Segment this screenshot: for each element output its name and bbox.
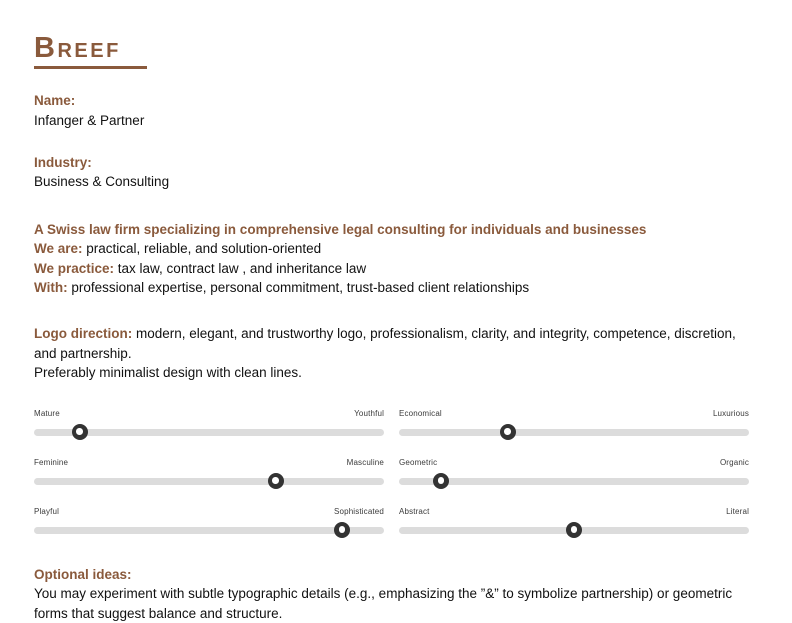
slider-abstract-literal-thumb[interactable]	[566, 522, 582, 538]
slider-economical-luxurious-thumb[interactable]	[500, 424, 516, 440]
slider-mature-youthful-thumb[interactable]	[72, 424, 88, 440]
descriptor-headline: A Swiss law firm specializing in comprehensive legal consulting for individuals and businesses	[34, 221, 647, 237]
logo-direction-text: modern, elegant, and trustworthy logo, professionalism, clarity, and integrity, competence, discretion, and partnership.	[34, 325, 736, 361]
slider-abstract-literal-labels	[399, 507, 749, 516]
slider-column-left	[34, 409, 384, 538]
slider-playful-sophisticated-thumb[interactable]	[334, 522, 350, 538]
logo-direction-lead: Logo direction:	[34, 325, 133, 341]
slider-geometric-organic-left-label: Geometric	[399, 457, 438, 467]
field-name-value: Infanger & Partner	[34, 113, 145, 128]
slider-mature-youthful-left-label: Mature	[34, 408, 60, 418]
field-name	[34, 91, 758, 130]
descriptors-block	[34, 220, 758, 298]
slider-feminine-masculine-left-label: Feminine	[34, 457, 69, 467]
slider-abstract-literal-right-label: Literal	[726, 506, 749, 516]
slider-mature-youthful[interactable]	[34, 409, 384, 440]
slider-feminine-masculine[interactable]	[34, 458, 384, 489]
descriptor-with-lead: With:	[34, 280, 68, 296]
optional-ideas-block	[34, 565, 758, 623]
field-name-label: Name:	[34, 93, 76, 109]
slider-economical-luxurious-track-wrap[interactable]	[399, 424, 749, 440]
descriptor-with	[34, 278, 758, 298]
slider-mature-youthful-right-label: Youthful	[354, 408, 384, 418]
slider-geometric-organic-track[interactable]	[399, 478, 749, 485]
slider-abstract-literal-track-wrap[interactable]	[399, 522, 749, 538]
page-title: Breef	[34, 33, 147, 69]
logo-direction-paragraph	[34, 324, 752, 363]
descriptor-we-are-text: practical, reliable, and solution-oriented	[82, 241, 322, 257]
slider-playful-sophisticated-labels	[34, 507, 384, 516]
slider-abstract-literal-left-label: Abstract	[399, 506, 430, 516]
descriptor-we-practice-text: tax law, contract law , and inheritance law	[114, 260, 367, 276]
field-industry-value: Business & Consulting	[34, 174, 170, 190]
logo-direction-second-line: Preferably minimalist design with clean lines.	[34, 365, 302, 381]
slider-economical-luxurious-track[interactable]	[399, 429, 749, 436]
slider-economical-luxurious-right-label: Luxurious	[712, 408, 749, 418]
slider-economical-luxurious[interactable]	[399, 409, 749, 440]
slider-feminine-masculine-thumb[interactable]	[268, 473, 284, 489]
slider-grid	[34, 409, 758, 538]
optional-ideas-text: You may experiment with subtle typographic details (e.g., emphasizing the ”&” to symbolize partnership) or geometric forms that suggest balance and structure.	[34, 586, 733, 621]
slider-geometric-organic[interactable]	[399, 458, 749, 489]
slider-feminine-masculine-track-wrap[interactable]	[34, 473, 384, 489]
field-industry-label: Industry:	[34, 154, 92, 170]
slider-feminine-masculine-right-label: Masculine	[346, 457, 384, 467]
slider-economical-luxurious-labels	[399, 409, 749, 418]
slider-playful-sophisticated-track[interactable]	[34, 527, 384, 534]
title-block	[34, 0, 758, 69]
logo-direction-block	[34, 324, 758, 383]
field-industry	[34, 153, 758, 192]
descriptor-we-are-lead: We are:	[34, 241, 83, 257]
optional-ideas-label: Optional ideas:	[34, 566, 132, 582]
slider-economical-luxurious-left-label: Economical	[399, 408, 442, 418]
slider-abstract-literal[interactable]	[399, 507, 749, 538]
slider-geometric-organic-track-wrap[interactable]	[399, 473, 749, 489]
descriptor-with-text: professional expertise, personal commitment, trust-based client relationships	[67, 280, 530, 296]
slider-mature-youthful-track-wrap[interactable]	[34, 424, 384, 440]
slider-playful-sophisticated-left-label: Playful	[34, 506, 60, 516]
slider-geometric-organic-thumb[interactable]	[433, 473, 449, 489]
slider-geometric-organic-right-label: Organic	[719, 457, 749, 467]
slider-column-right	[399, 409, 749, 538]
slider-geometric-organic-labels	[399, 458, 749, 467]
descriptor-we-practice	[34, 259, 758, 279]
descriptor-we-practice-lead: We practice:	[34, 260, 115, 276]
slider-mature-youthful-labels	[34, 409, 384, 418]
slider-feminine-masculine-labels	[34, 458, 384, 467]
slider-playful-sophisticated-track-wrap[interactable]	[34, 522, 384, 538]
slider-feminine-masculine-track[interactable]	[34, 478, 384, 485]
slider-playful-sophisticated[interactable]	[34, 507, 384, 538]
descriptor-we-are	[34, 239, 758, 259]
slider-playful-sophisticated-right-label: Sophisticated	[334, 506, 384, 516]
